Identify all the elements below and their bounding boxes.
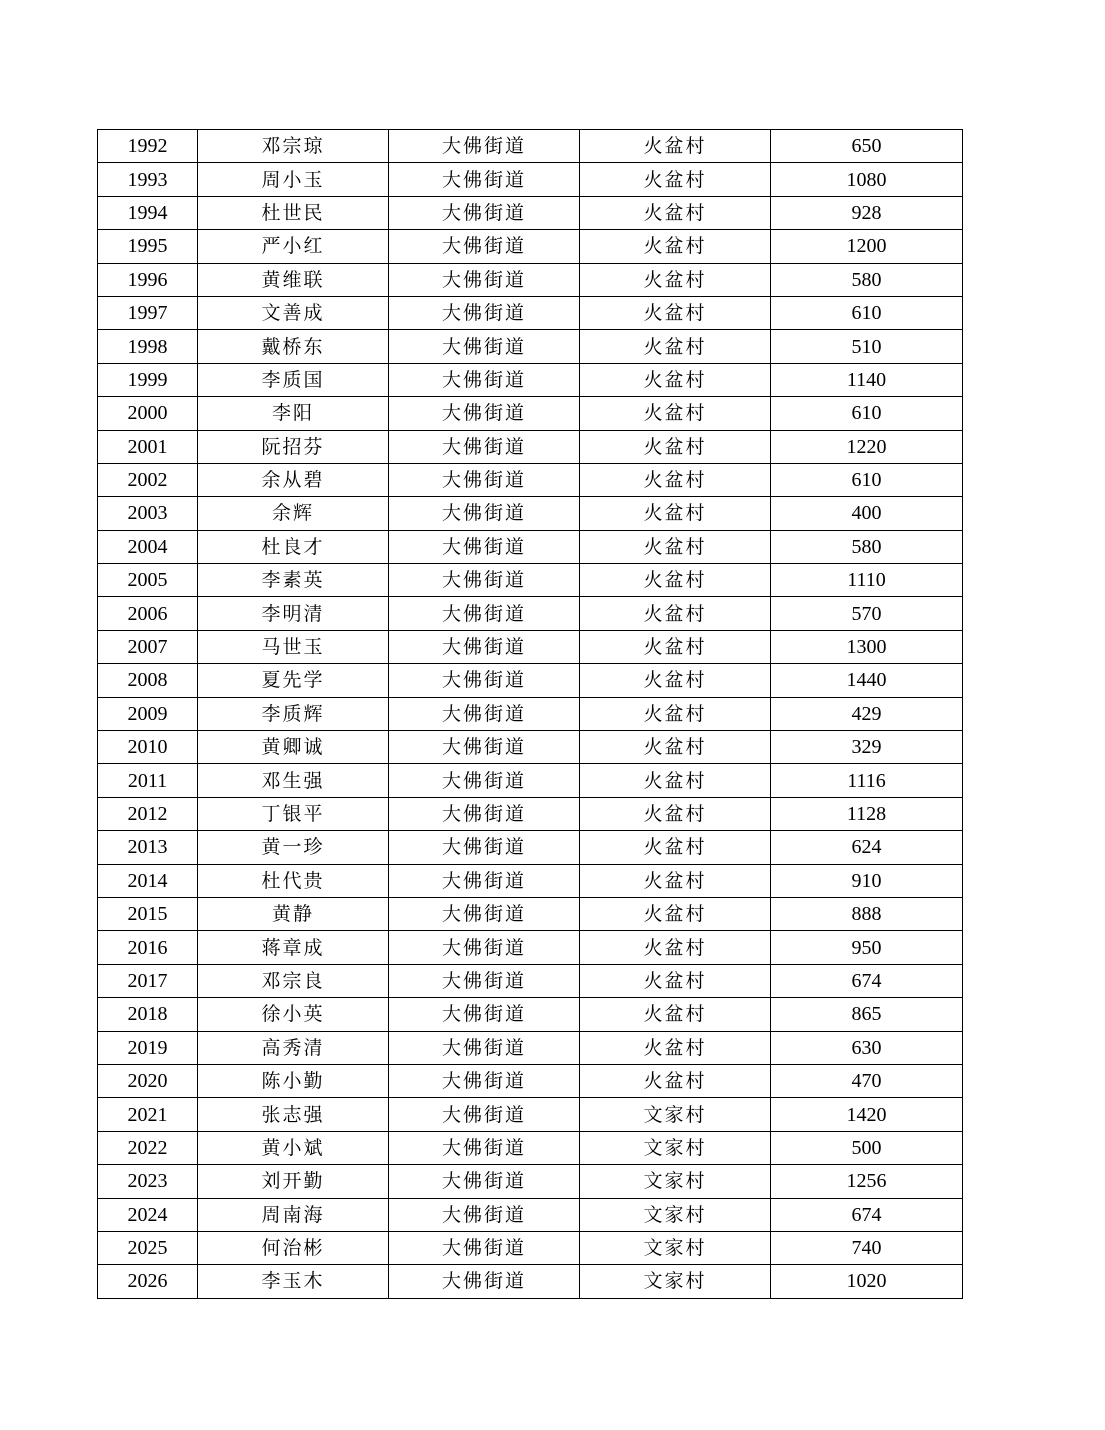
amount-cell: 1116 bbox=[771, 764, 963, 797]
serial-number-cell: 1999 bbox=[98, 363, 198, 396]
street-cell: 大佛街道 bbox=[389, 430, 580, 463]
street-cell: 大佛街道 bbox=[389, 1231, 580, 1264]
village-cell: 火盆村 bbox=[580, 597, 771, 630]
amount-cell: 1220 bbox=[771, 430, 963, 463]
amount-cell: 610 bbox=[771, 463, 963, 496]
name-cell: 余从碧 bbox=[198, 463, 389, 496]
village-cell: 火盆村 bbox=[580, 998, 771, 1031]
village-cell: 火盆村 bbox=[580, 230, 771, 263]
table-row bbox=[98, 1098, 963, 1131]
serial-number-cell: 2022 bbox=[98, 1131, 198, 1164]
amount-cell: 400 bbox=[771, 497, 963, 530]
amount-cell: 1020 bbox=[771, 1265, 963, 1298]
amount-cell: 429 bbox=[771, 697, 963, 730]
name-cell: 邓宗良 bbox=[198, 964, 389, 997]
name-cell: 阮招芬 bbox=[198, 430, 389, 463]
table-row bbox=[98, 797, 963, 830]
serial-number-cell: 2026 bbox=[98, 1265, 198, 1298]
serial-number-cell: 2017 bbox=[98, 964, 198, 997]
name-cell: 严小红 bbox=[198, 230, 389, 263]
street-cell: 大佛街道 bbox=[389, 1165, 580, 1198]
table-row bbox=[98, 1198, 963, 1231]
table-row bbox=[98, 764, 963, 797]
village-cell: 火盆村 bbox=[580, 831, 771, 864]
village-cell: 文家村 bbox=[580, 1265, 771, 1298]
street-cell: 大佛街道 bbox=[389, 998, 580, 1031]
street-cell: 大佛街道 bbox=[389, 1098, 580, 1131]
village-cell: 火盆村 bbox=[580, 1064, 771, 1097]
serial-number-cell: 1996 bbox=[98, 263, 198, 296]
name-cell: 杜良才 bbox=[198, 530, 389, 563]
amount-cell: 1420 bbox=[771, 1098, 963, 1131]
amount-cell: 950 bbox=[771, 931, 963, 964]
amount-cell: 1200 bbox=[771, 230, 963, 263]
street-cell: 大佛街道 bbox=[389, 964, 580, 997]
serial-number-cell: 2006 bbox=[98, 597, 198, 630]
name-cell: 夏先学 bbox=[198, 664, 389, 697]
village-cell: 火盆村 bbox=[580, 931, 771, 964]
name-cell: 徐小英 bbox=[198, 998, 389, 1031]
serial-number-cell: 1998 bbox=[98, 330, 198, 363]
name-cell: 何治彬 bbox=[198, 1231, 389, 1264]
amount-cell: 1440 bbox=[771, 664, 963, 697]
name-cell: 张志强 bbox=[198, 1098, 389, 1131]
street-cell: 大佛街道 bbox=[389, 130, 580, 163]
amount-cell: 624 bbox=[771, 831, 963, 864]
village-cell: 火盆村 bbox=[580, 397, 771, 430]
street-cell: 大佛街道 bbox=[389, 764, 580, 797]
name-cell: 黄维联 bbox=[198, 263, 389, 296]
village-cell: 火盆村 bbox=[580, 564, 771, 597]
street-cell: 大佛街道 bbox=[389, 831, 580, 864]
serial-number-cell: 2021 bbox=[98, 1098, 198, 1131]
name-cell: 文善成 bbox=[198, 296, 389, 329]
table-row bbox=[98, 664, 963, 697]
street-cell: 大佛街道 bbox=[389, 1265, 580, 1298]
street-cell: 大佛街道 bbox=[389, 697, 580, 730]
table-row bbox=[98, 564, 963, 597]
village-cell: 火盆村 bbox=[580, 697, 771, 730]
amount-cell: 674 bbox=[771, 1198, 963, 1231]
table-row bbox=[98, 1265, 963, 1298]
street-cell: 大佛街道 bbox=[389, 931, 580, 964]
village-cell: 火盆村 bbox=[580, 1031, 771, 1064]
village-cell: 火盆村 bbox=[580, 797, 771, 830]
village-cell: 文家村 bbox=[580, 1131, 771, 1164]
table-row bbox=[98, 230, 963, 263]
street-cell: 大佛街道 bbox=[389, 564, 580, 597]
serial-number-cell: 2016 bbox=[98, 931, 198, 964]
street-cell: 大佛街道 bbox=[389, 630, 580, 663]
amount-cell: 1080 bbox=[771, 163, 963, 196]
name-cell: 马世玉 bbox=[198, 630, 389, 663]
name-cell: 李明清 bbox=[198, 597, 389, 630]
serial-number-cell: 2018 bbox=[98, 998, 198, 1031]
street-cell: 大佛街道 bbox=[389, 397, 580, 430]
serial-number-cell: 2015 bbox=[98, 897, 198, 930]
serial-number-cell: 2023 bbox=[98, 1165, 198, 1198]
table-row bbox=[98, 1031, 963, 1064]
village-cell: 火盆村 bbox=[580, 163, 771, 196]
serial-number-cell: 2010 bbox=[98, 731, 198, 764]
amount-cell: 674 bbox=[771, 964, 963, 997]
name-cell: 高秀清 bbox=[198, 1031, 389, 1064]
village-cell: 火盆村 bbox=[580, 630, 771, 663]
name-cell: 余辉 bbox=[198, 497, 389, 530]
amount-cell: 610 bbox=[771, 296, 963, 329]
serial-number-cell: 2007 bbox=[98, 630, 198, 663]
table-row bbox=[98, 597, 963, 630]
serial-number-cell: 2009 bbox=[98, 697, 198, 730]
street-cell: 大佛街道 bbox=[389, 263, 580, 296]
street-cell: 大佛街道 bbox=[389, 163, 580, 196]
table-row bbox=[98, 196, 963, 229]
serial-number-cell: 2005 bbox=[98, 564, 198, 597]
name-cell: 杜代贵 bbox=[198, 864, 389, 897]
name-cell: 李素英 bbox=[198, 564, 389, 597]
street-cell: 大佛街道 bbox=[389, 330, 580, 363]
name-cell: 蒋章成 bbox=[198, 931, 389, 964]
table-row bbox=[98, 430, 963, 463]
amount-cell: 570 bbox=[771, 597, 963, 630]
amount-cell: 610 bbox=[771, 397, 963, 430]
amount-cell: 865 bbox=[771, 998, 963, 1031]
village-cell: 火盆村 bbox=[580, 363, 771, 396]
street-cell: 大佛街道 bbox=[389, 1131, 580, 1164]
village-cell: 文家村 bbox=[580, 1198, 771, 1231]
village-cell: 火盆村 bbox=[580, 196, 771, 229]
table-row bbox=[98, 964, 963, 997]
serial-number-cell: 2014 bbox=[98, 864, 198, 897]
name-cell: 陈小勤 bbox=[198, 1064, 389, 1097]
table-row bbox=[98, 330, 963, 363]
record-table-body bbox=[98, 130, 963, 1299]
serial-number-cell: 2020 bbox=[98, 1064, 198, 1097]
serial-number-cell: 2012 bbox=[98, 797, 198, 830]
table-row bbox=[98, 363, 963, 396]
serial-number-cell: 1992 bbox=[98, 130, 198, 163]
street-cell: 大佛街道 bbox=[389, 530, 580, 563]
table-row bbox=[98, 296, 963, 329]
street-cell: 大佛街道 bbox=[389, 296, 580, 329]
street-cell: 大佛街道 bbox=[389, 196, 580, 229]
name-cell: 邓宗琼 bbox=[198, 130, 389, 163]
table-row bbox=[98, 864, 963, 897]
name-cell: 周小玉 bbox=[198, 163, 389, 196]
street-cell: 大佛街道 bbox=[389, 497, 580, 530]
amount-cell: 740 bbox=[771, 1231, 963, 1264]
serial-number-cell: 1994 bbox=[98, 196, 198, 229]
street-cell: 大佛街道 bbox=[389, 797, 580, 830]
village-cell: 火盆村 bbox=[580, 130, 771, 163]
amount-cell: 580 bbox=[771, 263, 963, 296]
street-cell: 大佛街道 bbox=[389, 463, 580, 496]
name-cell: 杜世民 bbox=[198, 196, 389, 229]
amount-cell: 510 bbox=[771, 330, 963, 363]
table-row bbox=[98, 163, 963, 196]
serial-number-cell: 2011 bbox=[98, 764, 198, 797]
serial-number-cell: 2000 bbox=[98, 397, 198, 430]
street-cell: 大佛街道 bbox=[389, 897, 580, 930]
street-cell: 大佛街道 bbox=[389, 864, 580, 897]
serial-number-cell: 2002 bbox=[98, 463, 198, 496]
village-cell: 火盆村 bbox=[580, 430, 771, 463]
serial-number-cell: 2001 bbox=[98, 430, 198, 463]
village-cell: 火盆村 bbox=[580, 296, 771, 329]
amount-cell: 1256 bbox=[771, 1165, 963, 1198]
street-cell: 大佛街道 bbox=[389, 597, 580, 630]
village-cell: 火盆村 bbox=[580, 731, 771, 764]
table-row bbox=[98, 931, 963, 964]
serial-number-cell: 2008 bbox=[98, 664, 198, 697]
village-cell: 火盆村 bbox=[580, 497, 771, 530]
name-cell: 李阳 bbox=[198, 397, 389, 430]
serial-number-cell: 2024 bbox=[98, 1198, 198, 1231]
serial-number-cell: 1995 bbox=[98, 230, 198, 263]
name-cell: 李玉木 bbox=[198, 1265, 389, 1298]
village-cell: 火盆村 bbox=[580, 764, 771, 797]
village-cell: 文家村 bbox=[580, 1098, 771, 1131]
name-cell: 黄一珍 bbox=[198, 831, 389, 864]
table-row bbox=[98, 998, 963, 1031]
street-cell: 大佛街道 bbox=[389, 731, 580, 764]
serial-number-cell: 2019 bbox=[98, 1031, 198, 1064]
name-cell: 黄静 bbox=[198, 897, 389, 930]
street-cell: 大佛街道 bbox=[389, 363, 580, 396]
street-cell: 大佛街道 bbox=[389, 664, 580, 697]
name-cell: 戴桥东 bbox=[198, 330, 389, 363]
amount-cell: 888 bbox=[771, 897, 963, 930]
table-row bbox=[98, 731, 963, 764]
amount-cell: 928 bbox=[771, 196, 963, 229]
name-cell: 李质国 bbox=[198, 363, 389, 396]
amount-cell: 329 bbox=[771, 731, 963, 764]
table-row bbox=[98, 1165, 963, 1198]
serial-number-cell: 2013 bbox=[98, 831, 198, 864]
village-cell: 火盆村 bbox=[580, 864, 771, 897]
table-row bbox=[98, 130, 963, 163]
amount-cell: 1140 bbox=[771, 363, 963, 396]
serial-number-cell: 2025 bbox=[98, 1231, 198, 1264]
name-cell: 黄卿诚 bbox=[198, 731, 389, 764]
amount-cell: 1110 bbox=[771, 564, 963, 597]
village-cell: 火盆村 bbox=[580, 664, 771, 697]
village-cell: 火盆村 bbox=[580, 897, 771, 930]
record-table bbox=[97, 129, 963, 1299]
name-cell: 邓生强 bbox=[198, 764, 389, 797]
village-cell: 火盆村 bbox=[580, 330, 771, 363]
name-cell: 刘开勤 bbox=[198, 1165, 389, 1198]
amount-cell: 910 bbox=[771, 864, 963, 897]
table-row bbox=[98, 530, 963, 563]
table-row bbox=[98, 630, 963, 663]
village-cell: 文家村 bbox=[580, 1165, 771, 1198]
table-row bbox=[98, 263, 963, 296]
table-row bbox=[98, 697, 963, 730]
amount-cell: 1300 bbox=[771, 630, 963, 663]
serial-number-cell: 2003 bbox=[98, 497, 198, 530]
village-cell: 文家村 bbox=[580, 1231, 771, 1264]
village-cell: 火盆村 bbox=[580, 964, 771, 997]
table-row bbox=[98, 831, 963, 864]
table-row bbox=[98, 1131, 963, 1164]
amount-cell: 470 bbox=[771, 1064, 963, 1097]
name-cell: 周南海 bbox=[198, 1198, 389, 1231]
name-cell: 李质辉 bbox=[198, 697, 389, 730]
amount-cell: 1128 bbox=[771, 797, 963, 830]
serial-number-cell: 2004 bbox=[98, 530, 198, 563]
village-cell: 火盆村 bbox=[580, 263, 771, 296]
serial-number-cell: 1997 bbox=[98, 296, 198, 329]
street-cell: 大佛街道 bbox=[389, 1064, 580, 1097]
amount-cell: 630 bbox=[771, 1031, 963, 1064]
name-cell: 黄小斌 bbox=[198, 1131, 389, 1164]
village-cell: 火盆村 bbox=[580, 530, 771, 563]
amount-cell: 500 bbox=[771, 1131, 963, 1164]
amount-cell: 650 bbox=[771, 130, 963, 163]
name-cell: 丁银平 bbox=[198, 797, 389, 830]
table-row bbox=[98, 497, 963, 530]
street-cell: 大佛街道 bbox=[389, 1031, 580, 1064]
table-row bbox=[98, 1064, 963, 1097]
serial-number-cell: 1993 bbox=[98, 163, 198, 196]
street-cell: 大佛街道 bbox=[389, 1198, 580, 1231]
amount-cell: 580 bbox=[771, 530, 963, 563]
table-row bbox=[98, 463, 963, 496]
table-row bbox=[98, 897, 963, 930]
table-row bbox=[98, 1231, 963, 1264]
village-cell: 火盆村 bbox=[580, 463, 771, 496]
street-cell: 大佛街道 bbox=[389, 230, 580, 263]
table-row bbox=[98, 397, 963, 430]
